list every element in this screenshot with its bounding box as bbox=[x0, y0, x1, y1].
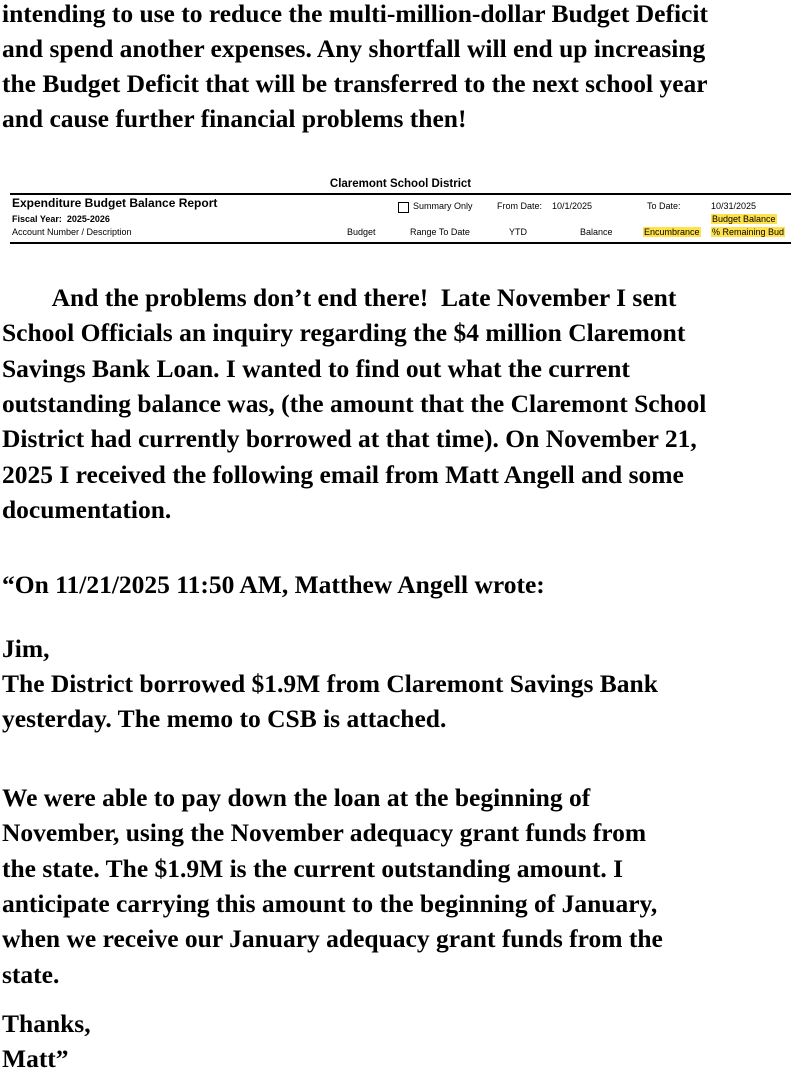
to-date-label: To Date: bbox=[647, 201, 681, 211]
budget-balance-header: Budget Balance bbox=[712, 214, 776, 224]
fiscal-year-value: 2025-2026 bbox=[66, 214, 110, 224]
report-district-title: Claremont School District bbox=[329, 178, 472, 190]
col-balance: Balance bbox=[580, 227, 613, 237]
report-name: Expenditure Budget Balance Report bbox=[12, 196, 218, 210]
summary-only-checkbox bbox=[398, 202, 409, 213]
col-range-to-date: Range To Date bbox=[410, 227, 470, 237]
to-date-value: 10/31/2025 bbox=[711, 201, 757, 211]
email-line: yesterday. The memo to CSB is attached. bbox=[2, 704, 447, 733]
body-line: Savings Bank Loan. I wanted to find out what the current bbox=[2, 354, 630, 383]
fiscal-year-label: Fiscal Year: bbox=[12, 214, 62, 224]
intro-line: the Budget Deficit that will be transferred to the next school year bbox=[2, 69, 708, 98]
body-line: District had currently borrowed at that time). On November 21, bbox=[2, 424, 697, 453]
report-top-rule bbox=[10, 193, 791, 195]
email-line: The District borrowed $1.9M from Claremont Savings Bank bbox=[2, 669, 658, 698]
email-header: “On 11/21/2025 11:50 AM, Matthew Angell wrote: bbox=[2, 570, 545, 599]
email-line: November, using the November adequacy grant funds from bbox=[2, 818, 647, 847]
col-account-description: Account Number / Description bbox=[12, 227, 132, 237]
col-ytd: YTD bbox=[509, 227, 527, 237]
email-line: anticipate carrying this amount to the beginning of January, bbox=[2, 889, 658, 918]
body-line: And the problems don’t end there! Late November I sent bbox=[2, 283, 677, 312]
email-line: when we receive our January adequacy grant funds from the bbox=[2, 924, 663, 953]
signoff-line: Thanks, bbox=[2, 1009, 91, 1038]
body-line: 2025 I received the following email from Matt Angell and some bbox=[2, 460, 684, 489]
email-line: We were able to pay down the loan at the beginning of bbox=[2, 783, 591, 812]
signoff-line: Matt” bbox=[2, 1044, 69, 1073]
body-line: School Officials an inquiry regarding the $4 million Claremont bbox=[2, 318, 686, 347]
email-line: the state. The $1.9M is the current outstanding amount. I bbox=[2, 854, 623, 883]
body-line: documentation. bbox=[2, 495, 172, 524]
report-bottom-rule bbox=[10, 242, 791, 244]
summary-only-label: Summary Only bbox=[413, 201, 473, 211]
email-line: state. bbox=[2, 960, 60, 989]
from-date-value: 10/1/2025 bbox=[552, 201, 593, 211]
from-date-label: From Date: bbox=[497, 201, 543, 211]
col-budget: Budget bbox=[347, 227, 376, 237]
intro-line: and cause further financial problems then! bbox=[2, 104, 467, 133]
expenditure-report-snippet bbox=[10, 176, 791, 244]
col-encumbrance: Encumbrance bbox=[644, 227, 700, 237]
email-line: Jim, bbox=[2, 634, 50, 663]
intro-line: intending to use to reduce the multi-million-dollar Budget Deficit bbox=[2, 0, 708, 28]
col-remaining-budget: % Remaining Bud bbox=[712, 227, 785, 237]
intro-line: and spend another expenses. Any shortfall will end up increasing bbox=[2, 34, 706, 63]
body-line: outstanding balance was, (the amount that the Claremont School bbox=[2, 389, 707, 418]
